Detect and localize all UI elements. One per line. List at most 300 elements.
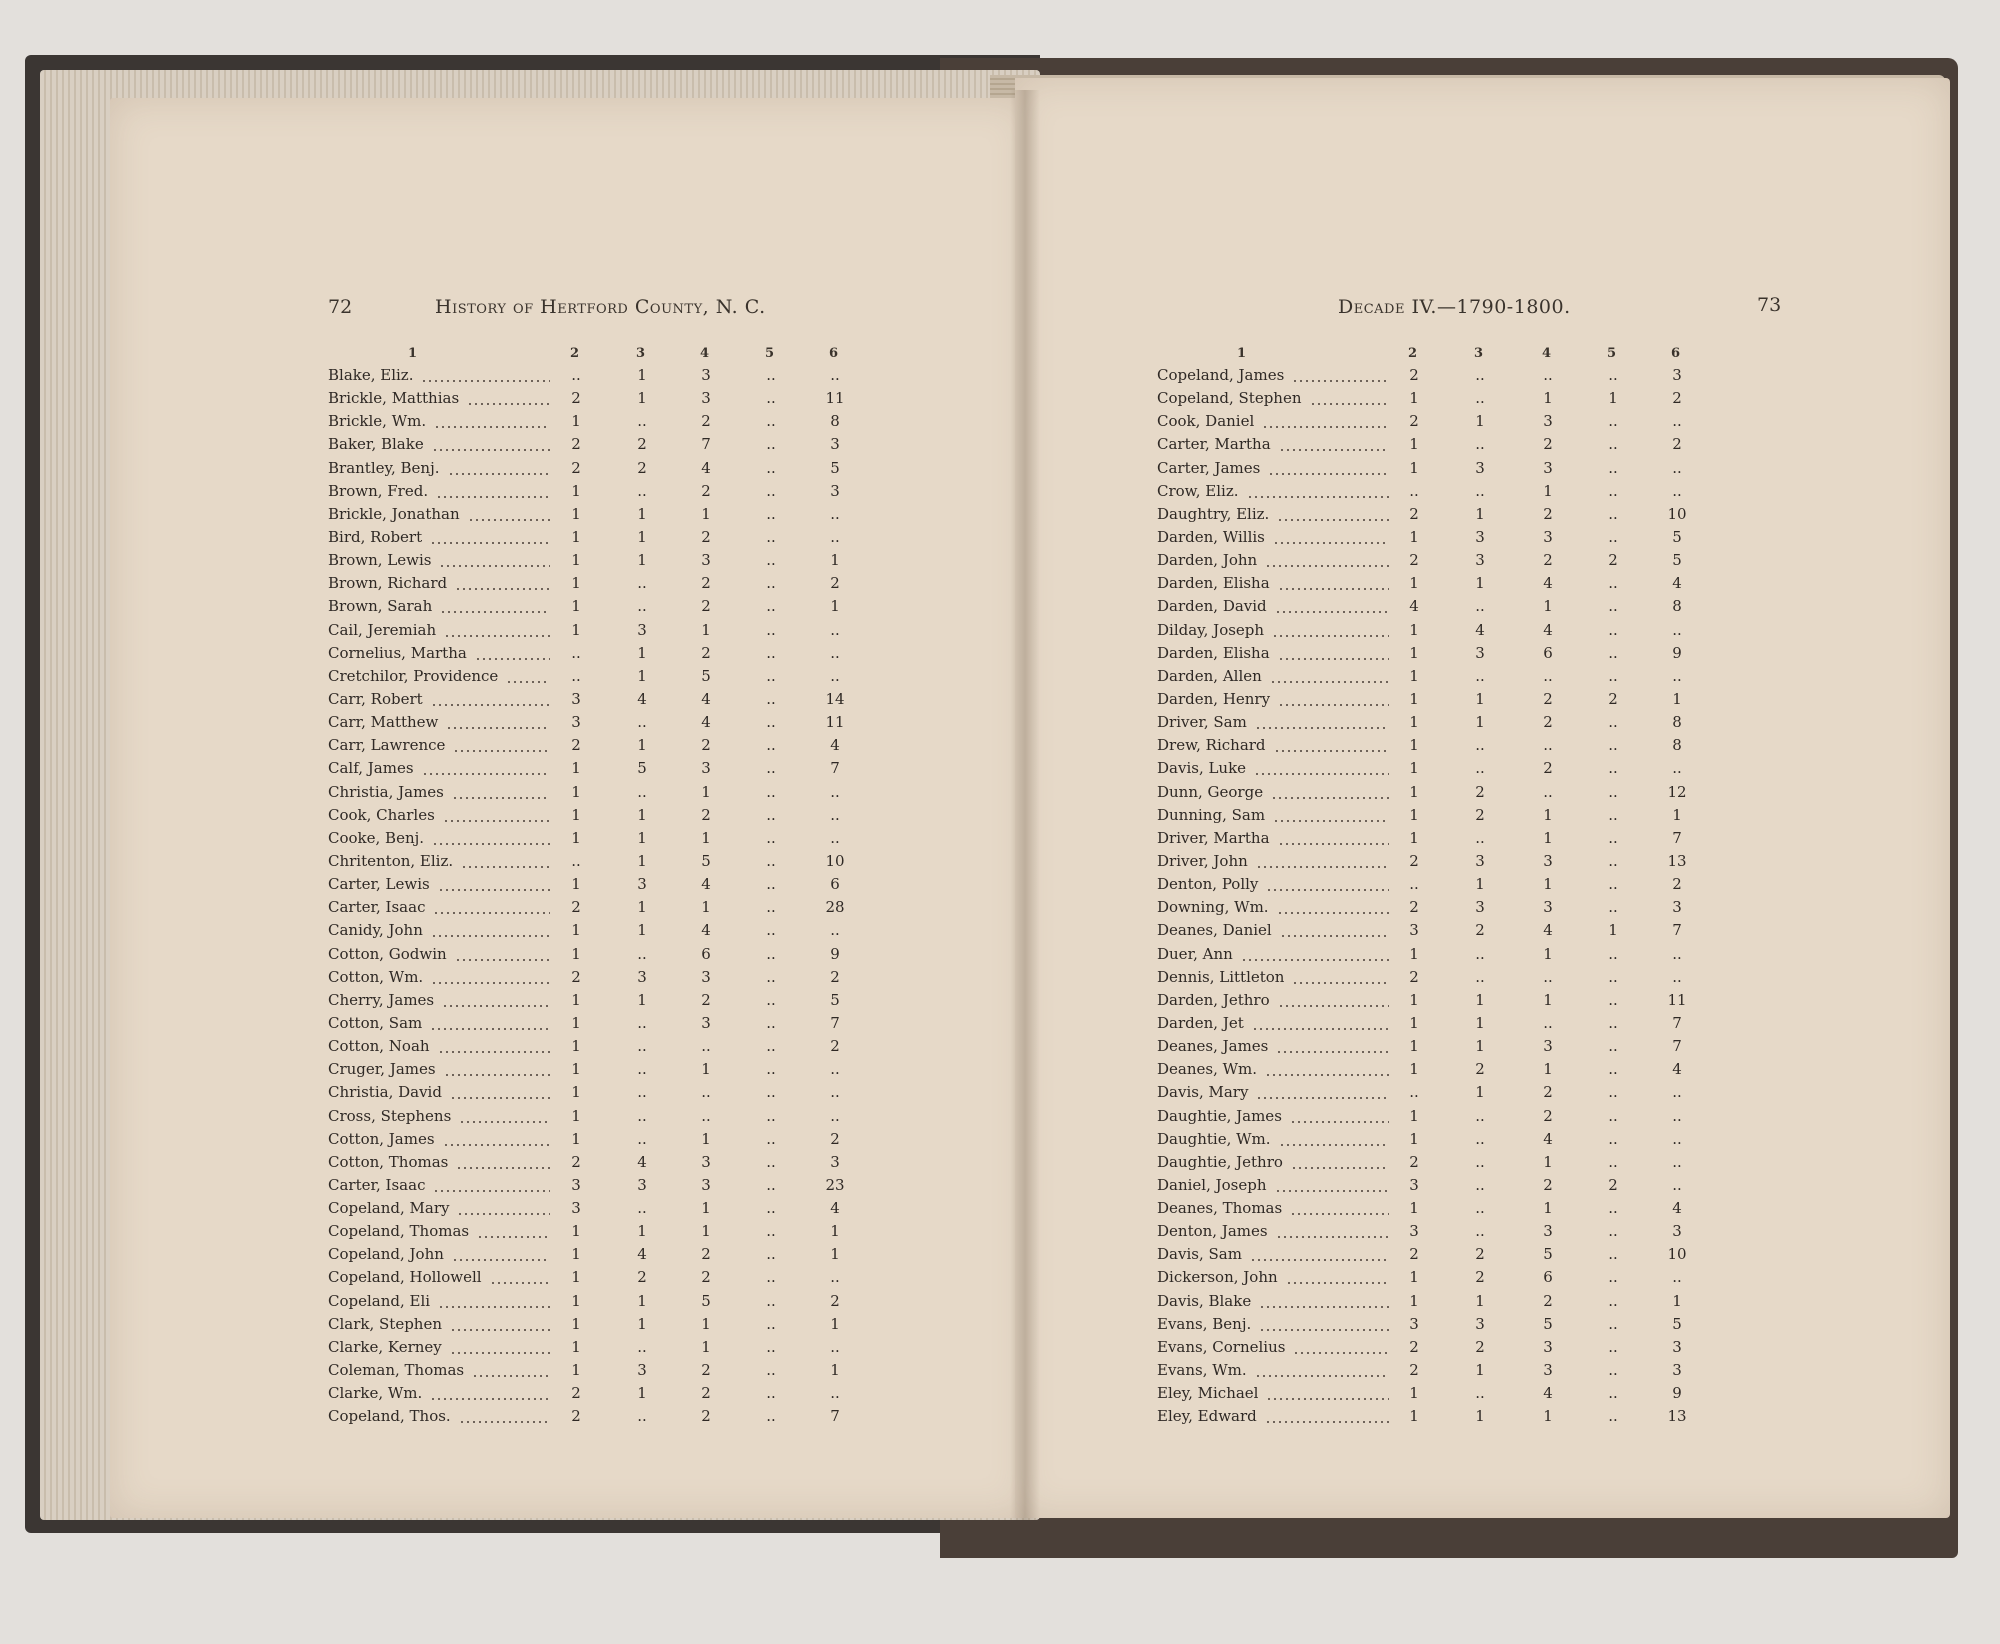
count-cell: .. [1475, 828, 1485, 847]
count-cell: .. [1608, 1384, 1618, 1403]
count-cell: 1 [637, 1222, 647, 1241]
count-cell: .. [766, 1268, 776, 1287]
count-cell: .. [1475, 1106, 1485, 1125]
dot-leader [431, 690, 550, 708]
page-number: 73 [1757, 294, 1782, 316]
count-cell: .. [766, 666, 776, 685]
count-cell: 2 [1543, 759, 1553, 778]
count-cell: .. [1608, 713, 1618, 732]
household-name: Daughtie, Wm. [1157, 1129, 1271, 1148]
count-cell: .. [766, 828, 776, 847]
dot-leader [432, 829, 550, 847]
column-header: 1 [1237, 346, 1247, 361]
running-head: History of Hertford County, N. C. [435, 296, 766, 318]
count-cell: 2 [701, 1361, 711, 1380]
count-cell: 10 [1667, 504, 1687, 523]
count-cell: 2 [1409, 412, 1419, 431]
count-cell: 1 [637, 1291, 647, 1310]
count-cell: 1 [571, 1291, 581, 1310]
count-cell: 2 [637, 435, 647, 454]
count-cell: 1 [701, 1314, 711, 1333]
count-cell: 2 [830, 574, 840, 593]
count-cell: 3 [637, 620, 647, 639]
household-name: Evans, Wm. [1157, 1361, 1247, 1380]
count-cell: 1 [1409, 828, 1419, 847]
count-cell: 1 [1409, 389, 1419, 408]
dot-leader [436, 482, 550, 500]
count-cell: 2 [1672, 389, 1682, 408]
count-cell: .. [1608, 1314, 1618, 1333]
count-cell: 1 [571, 1013, 581, 1032]
count-cell: .. [1608, 481, 1618, 500]
count-cell: 1 [1409, 759, 1419, 778]
count-cell: 2 [701, 1407, 711, 1426]
count-cell: 28 [825, 898, 845, 917]
household-name: Carter, James [1157, 458, 1261, 477]
dot-leader [1275, 597, 1389, 615]
count-cell: 4 [701, 713, 711, 732]
count-cell: 3 [571, 1199, 581, 1218]
dot-leader [1273, 806, 1389, 824]
count-cell: 1 [571, 805, 581, 824]
count-cell: .. [830, 366, 840, 384]
count-cell: 2 [571, 1407, 581, 1426]
count-cell: .. [766, 1291, 776, 1310]
count-cell: .. [701, 1083, 711, 1102]
household-name: Christia, David [328, 1083, 442, 1102]
count-cell: 1 [1475, 875, 1485, 894]
count-cell: .. [1608, 527, 1618, 546]
count-cell: .. [1475, 1175, 1485, 1194]
count-cell: .. [766, 1013, 776, 1032]
count-cell: 1 [1409, 435, 1419, 454]
household-name: Cook, Daniel [1157, 412, 1255, 431]
count-cell: .. [1543, 782, 1553, 801]
dot-leader [1278, 991, 1389, 1009]
count-cell: 2 [701, 574, 711, 593]
household-name: Blake, Eliz. [328, 366, 414, 384]
count-cell: 3 [1543, 458, 1553, 477]
count-cell: 1 [1543, 597, 1553, 616]
column-header: 6 [829, 346, 839, 361]
household-name: Daniel, Joseph [1157, 1175, 1267, 1194]
count-cell: .. [830, 1337, 840, 1356]
count-cell: 1 [637, 643, 647, 662]
household-name: Driver, John [1157, 851, 1248, 870]
dot-leader [1292, 968, 1389, 986]
count-cell: 1 [701, 1222, 711, 1241]
count-cell: 1 [571, 504, 581, 523]
count-cell: 3 [571, 689, 581, 708]
count-cell: 2 [1543, 713, 1553, 732]
column-header: 3 [636, 346, 646, 361]
dot-leader [450, 1083, 550, 1101]
count-cell: 8 [1672, 597, 1682, 616]
count-cell: 1 [830, 551, 840, 570]
count-cell: 1 [637, 898, 647, 917]
count-cell: .. [766, 921, 776, 940]
count-cell: .. [1608, 805, 1618, 824]
count-cell: 1 [1475, 1013, 1485, 1032]
dot-leader [444, 1060, 550, 1078]
count-cell: 2 [701, 990, 711, 1009]
count-cell: 4 [1543, 921, 1553, 940]
household-name: Copeland, Hollowell [328, 1268, 482, 1287]
dot-leader [1271, 783, 1389, 801]
dot-leader [1262, 412, 1389, 430]
dot-leader [450, 1338, 550, 1356]
count-cell: 3 [637, 1175, 647, 1194]
count-cell: .. [1672, 620, 1682, 639]
household-name: Chritenton, Eliz. [328, 851, 454, 870]
count-cell: .. [1608, 412, 1618, 431]
count-cell: 3 [1475, 851, 1485, 870]
count-cell: 3 [1543, 1361, 1553, 1380]
count-cell: 4 [701, 921, 711, 940]
count-cell: 4 [637, 1152, 647, 1171]
count-cell: .. [1475, 1129, 1485, 1148]
count-cell: 1 [571, 1337, 581, 1356]
count-cell: .. [766, 805, 776, 824]
count-cell: 3 [1543, 1222, 1553, 1241]
count-cell: 1 [637, 736, 647, 755]
count-cell: .. [766, 944, 776, 963]
dot-leader [439, 551, 550, 569]
count-cell: 1 [571, 1083, 581, 1102]
count-cell: 2 [1475, 1060, 1485, 1079]
count-cell: 11 [825, 713, 845, 732]
count-cell: 2 [830, 967, 840, 986]
count-cell: .. [1475, 435, 1485, 454]
household-name: Carter, Isaac [328, 1175, 426, 1194]
count-cell: 2 [571, 458, 581, 477]
household-name: Clarke, Wm. [328, 1384, 423, 1403]
count-cell: .. [1672, 944, 1682, 963]
dot-leader [1293, 1338, 1389, 1356]
household-name: Carr, Robert [328, 689, 423, 708]
count-cell: .. [637, 1083, 647, 1102]
household-name: Carter, Martha [1157, 435, 1271, 454]
count-cell: 7 [1672, 1013, 1682, 1032]
count-cell: .. [830, 1060, 840, 1079]
column-header: 2 [1408, 346, 1418, 361]
household-name: Copeland, Mary [328, 1199, 450, 1218]
count-cell: 1 [1409, 1060, 1419, 1079]
household-name: Cotton, Thomas [328, 1152, 449, 1171]
count-cell: 12 [1667, 782, 1687, 801]
count-cell: 1 [1409, 1129, 1419, 1148]
count-cell: 3 [1409, 1175, 1419, 1194]
dot-leader [432, 435, 550, 453]
household-name: Davis, Luke [1157, 759, 1247, 778]
dot-leader [1259, 1315, 1389, 1333]
dot-leader [1292, 366, 1389, 384]
dot-leader [1255, 1361, 1389, 1379]
count-cell: 1 [571, 481, 581, 500]
count-cell: 3 [637, 1361, 647, 1380]
count-cell: .. [830, 527, 840, 546]
count-cell: 3 [701, 366, 711, 384]
column-header: 5 [1607, 346, 1617, 361]
count-cell: 3 [1672, 1222, 1682, 1241]
household-name: Cotton, Godwin [328, 944, 447, 963]
household-name: Canidy, John [328, 921, 423, 940]
count-cell: .. [766, 1384, 776, 1403]
count-cell: 6 [1543, 1268, 1553, 1287]
count-cell: 1 [1409, 1013, 1419, 1032]
dot-leader [1279, 1130, 1389, 1148]
dot-leader [1278, 690, 1389, 708]
count-cell: 2 [1409, 1245, 1419, 1264]
count-cell: .. [1543, 967, 1553, 986]
household-name: Brown, Sarah [328, 597, 433, 616]
count-cell: 3 [1543, 1037, 1553, 1056]
count-cell: 1 [571, 828, 581, 847]
count-cell: 2 [1608, 1175, 1618, 1194]
dot-leader [431, 968, 550, 986]
dot-leader [440, 597, 550, 615]
household-name: Daughtie, James [1157, 1106, 1282, 1125]
household-name: Daughtry, Eliz. [1157, 504, 1270, 523]
count-cell: .. [766, 574, 776, 593]
count-cell: .. [766, 458, 776, 477]
count-cell: 2 [1409, 1361, 1419, 1380]
count-cell: .. [766, 736, 776, 755]
count-cell: 1 [701, 1337, 711, 1356]
count-cell: .. [637, 1037, 647, 1056]
count-cell: .. [830, 504, 840, 523]
dot-leader [1241, 945, 1389, 963]
count-cell: 1 [637, 366, 647, 384]
count-cell: 3 [830, 1152, 840, 1171]
count-cell: 1 [637, 551, 647, 570]
dot-leader [1291, 1153, 1389, 1171]
count-cell: 2 [1409, 366, 1419, 384]
dot-leader [457, 1199, 550, 1217]
count-cell: 1 [1409, 1037, 1419, 1056]
count-cell: .. [1475, 481, 1485, 500]
count-cell: .. [766, 1245, 776, 1264]
count-cell: 1 [701, 782, 711, 801]
count-cell: .. [1672, 1152, 1682, 1171]
household-name: Carr, Matthew [328, 713, 439, 732]
count-cell: .. [1608, 1199, 1618, 1218]
dot-leader [475, 644, 550, 662]
count-cell: .. [1608, 944, 1618, 963]
count-cell: .. [766, 1152, 776, 1171]
household-name: Copeland, James [1157, 366, 1285, 384]
count-cell: .. [766, 481, 776, 500]
household-name: Cross, Stephens [328, 1106, 452, 1125]
household-name: Carter, Isaac [328, 898, 426, 917]
count-cell: 2 [1475, 1245, 1485, 1264]
dot-leader [1275, 1176, 1389, 1194]
count-cell: .. [1608, 1245, 1618, 1264]
count-cell: 1 [1409, 736, 1419, 755]
count-cell: 1 [1475, 1037, 1485, 1056]
count-cell: .. [571, 366, 581, 384]
count-cell: .. [1608, 458, 1618, 477]
count-cell: .. [830, 1106, 840, 1125]
count-cell: 3 [701, 389, 711, 408]
count-cell: 2 [571, 967, 581, 986]
count-cell: 4 [1672, 1060, 1682, 1079]
count-cell: 2 [571, 736, 581, 755]
count-cell: 3 [830, 435, 840, 454]
count-cell: 1 [571, 1314, 581, 1333]
count-cell: .. [1672, 1106, 1682, 1125]
count-cell: 1 [571, 875, 581, 894]
column-header: 2 [570, 346, 580, 361]
household-name: Downing, Wm. [1157, 898, 1269, 917]
household-name: Copeland, John [328, 1245, 444, 1264]
count-cell: .. [1475, 944, 1485, 963]
count-cell: .. [766, 1060, 776, 1079]
count-cell: .. [1672, 1268, 1682, 1287]
count-cell: 14 [825, 689, 845, 708]
dot-leader [490, 1268, 550, 1286]
household-name: Dickerson, John [1157, 1268, 1278, 1287]
count-cell: 1 [830, 1361, 840, 1380]
count-cell: .. [1608, 620, 1618, 639]
count-cell: 5 [1672, 551, 1682, 570]
household-name: Cretchilor, Providence [328, 666, 499, 685]
count-cell: 3 [1543, 851, 1553, 870]
count-cell: .. [637, 713, 647, 732]
count-cell: .. [637, 1013, 647, 1032]
count-cell: .. [766, 1361, 776, 1380]
count-cell: 4 [637, 1245, 647, 1264]
count-cell: 1 [701, 1199, 711, 1218]
count-cell: 2 [1608, 689, 1618, 708]
dot-leader [456, 1153, 550, 1171]
count-cell: 3 [1672, 1361, 1682, 1380]
count-cell: 1 [571, 1129, 581, 1148]
dot-leader [1290, 1199, 1389, 1217]
count-cell: 7 [1672, 1037, 1682, 1056]
household-name: Brickle, Matthias [328, 389, 460, 408]
count-cell: 1 [1608, 921, 1618, 940]
dot-leader [1247, 482, 1390, 500]
household-name: Dunning, Sam [1157, 805, 1266, 824]
count-cell: 2 [1409, 551, 1419, 570]
count-cell: 5 [701, 1291, 711, 1310]
dot-leader [461, 852, 550, 870]
count-cell: .. [766, 1083, 776, 1102]
count-cell: 10 [1667, 1245, 1687, 1264]
count-cell: .. [1608, 1291, 1618, 1310]
dot-leader [1256, 852, 1389, 870]
count-cell: 6 [830, 875, 840, 894]
count-cell: 2 [637, 1268, 647, 1287]
count-cell: 2 [571, 1384, 581, 1403]
count-cell: .. [1608, 1106, 1618, 1125]
count-cell: 5 [701, 666, 711, 685]
count-cell: 2 [701, 597, 711, 616]
column-header: 1 [408, 346, 418, 361]
count-cell: 1 [701, 504, 711, 523]
count-cell: .. [766, 967, 776, 986]
count-cell: 2 [1543, 1106, 1553, 1125]
count-cell: 1 [1409, 689, 1419, 708]
count-cell: .. [830, 805, 840, 824]
count-cell: .. [1608, 736, 1618, 755]
count-cell: 5 [1543, 1245, 1553, 1264]
running-head: Decade IV.—1790-1800. [1338, 296, 1571, 318]
count-cell: 13 [1667, 851, 1687, 870]
count-cell: .. [1543, 666, 1553, 685]
count-cell: 1 [637, 1314, 647, 1333]
dot-leader [472, 1361, 550, 1379]
count-cell: 6 [701, 944, 711, 963]
household-name: Brown, Richard [328, 574, 448, 593]
count-cell: 3 [637, 875, 647, 894]
count-cell: 4 [701, 875, 711, 894]
count-cell: .. [637, 1407, 647, 1426]
household-name: Darden, Elisha [1157, 574, 1270, 593]
count-cell: 1 [1543, 1152, 1553, 1171]
dot-leader [1279, 435, 1389, 453]
count-cell: 1 [1475, 504, 1485, 523]
household-name: Cruger, James [328, 1060, 436, 1079]
page-number: 72 [328, 296, 353, 318]
dot-leader [444, 621, 550, 639]
count-cell: 3 [1672, 1337, 1682, 1356]
count-cell: 1 [637, 666, 647, 685]
household-name: Driver, Martha [1157, 828, 1270, 847]
count-cell: .. [830, 1384, 840, 1403]
count-cell: .. [1475, 736, 1485, 755]
count-cell: .. [1475, 666, 1485, 685]
count-cell: 1 [571, 574, 581, 593]
dot-leader [442, 991, 550, 1009]
count-cell: 1 [1409, 1268, 1419, 1287]
household-name: Darden, Allen [1157, 666, 1262, 685]
count-cell: 2 [571, 435, 581, 454]
count-cell: 1 [571, 1222, 581, 1241]
count-cell: .. [830, 643, 840, 662]
count-cell: 3 [701, 759, 711, 778]
household-name: Evans, Benj. [1157, 1314, 1252, 1333]
count-cell: .. [637, 1129, 647, 1148]
dot-leader [459, 1407, 550, 1425]
count-cell: 1 [637, 851, 647, 870]
count-cell: 1 [1608, 389, 1618, 408]
count-cell: 1 [1543, 1407, 1553, 1426]
count-cell: .. [1608, 1361, 1618, 1380]
household-name: Brickle, Wm. [328, 412, 427, 431]
column-header: 3 [1474, 346, 1484, 361]
dot-leader [443, 1130, 550, 1148]
household-name: Cotton, Sam [328, 1013, 423, 1032]
count-cell: .. [637, 574, 647, 593]
dot-leader [468, 505, 550, 523]
count-cell: .. [1608, 1083, 1618, 1102]
dot-leader [448, 459, 551, 477]
household-name: Eley, Michael [1157, 1384, 1259, 1403]
column-header: 4 [700, 346, 710, 361]
household-name: Davis, Mary [1157, 1083, 1249, 1102]
count-cell: 2 [1543, 1291, 1553, 1310]
count-cell: 1 [1409, 458, 1419, 477]
dot-leader [459, 1107, 550, 1125]
count-cell: .. [1608, 851, 1618, 870]
count-cell: .. [1608, 574, 1618, 593]
dot-leader [1278, 829, 1389, 847]
household-name: Copeland, Eli [328, 1291, 431, 1310]
count-cell: 2 [571, 898, 581, 917]
count-cell: 1 [1409, 1199, 1419, 1218]
